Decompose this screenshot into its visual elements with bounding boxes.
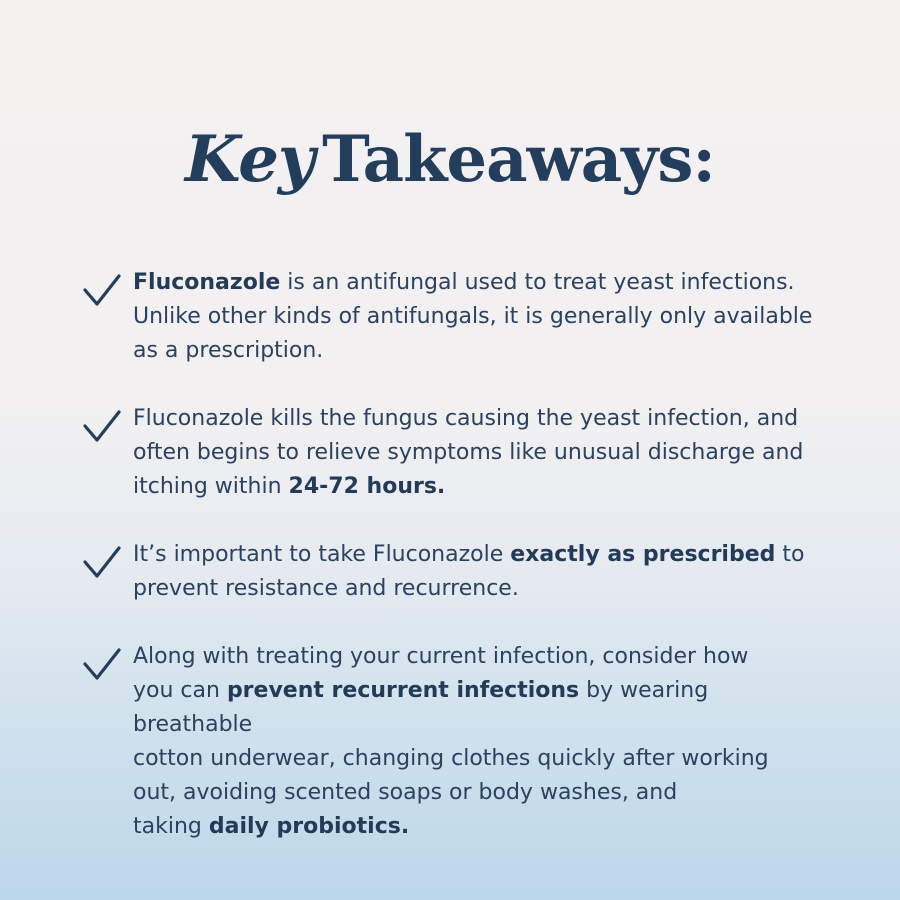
title-italic-word: Key: [184, 122, 315, 197]
item-text: [133, 402, 822, 504]
item-text-part: prevent resistance and recurrence.: [133, 576, 519, 601]
item-text-part: out, avoiding scented soaps or body washes, and: [133, 780, 678, 805]
item-text-part: Along with treating your current infection, consider how: [133, 644, 749, 669]
checkmark-icon: [82, 647, 122, 683]
item-bold: Fluconazole: [133, 270, 281, 295]
item-text-part: as a prescription.: [133, 338, 324, 363]
item-text-part: taking: [133, 814, 209, 839]
item-text-part: itching within: [133, 474, 289, 499]
item-text-part: It’s important to take Fluconazole: [133, 542, 511, 567]
item-text-part: to: [775, 542, 805, 567]
list-item: [82, 266, 822, 368]
item-bold: exactly as prescribed: [510, 542, 776, 567]
checkmark-icon: [82, 409, 122, 445]
list-item: [82, 640, 822, 844]
item-bold: 24-72 hours.: [288, 474, 446, 499]
item-text-part: cotton underwear, changing clothes quickly after working: [133, 746, 769, 771]
list-item: [82, 402, 822, 504]
item-text-part: often begins to relieve symptoms like unusual discharge and: [133, 440, 804, 465]
title-rest: Takeaways:: [322, 122, 716, 197]
item-text: [133, 266, 822, 368]
page-title: [0, 120, 900, 200]
takeaways-list: [82, 266, 822, 878]
item-text-part: by wearing breathable: [133, 678, 709, 737]
item-text: [133, 640, 822, 844]
item-text-part: you can: [133, 678, 227, 703]
item-bold: daily probiotics.: [208, 814, 410, 839]
item-text: [133, 538, 822, 606]
item-bold: prevent recurrent infections: [226, 678, 580, 703]
item-text-part: is an antifungal used to treat yeast infections.: [280, 270, 795, 295]
item-text-part: Fluconazole kills the fungus causing the yeast infection, and: [133, 406, 799, 431]
list-item: [82, 538, 822, 606]
checkmark-icon: [82, 545, 122, 581]
checkmark-icon: [82, 273, 122, 309]
item-text-part: Unlike other kinds of antifungals, it is generally only available: [133, 304, 813, 329]
